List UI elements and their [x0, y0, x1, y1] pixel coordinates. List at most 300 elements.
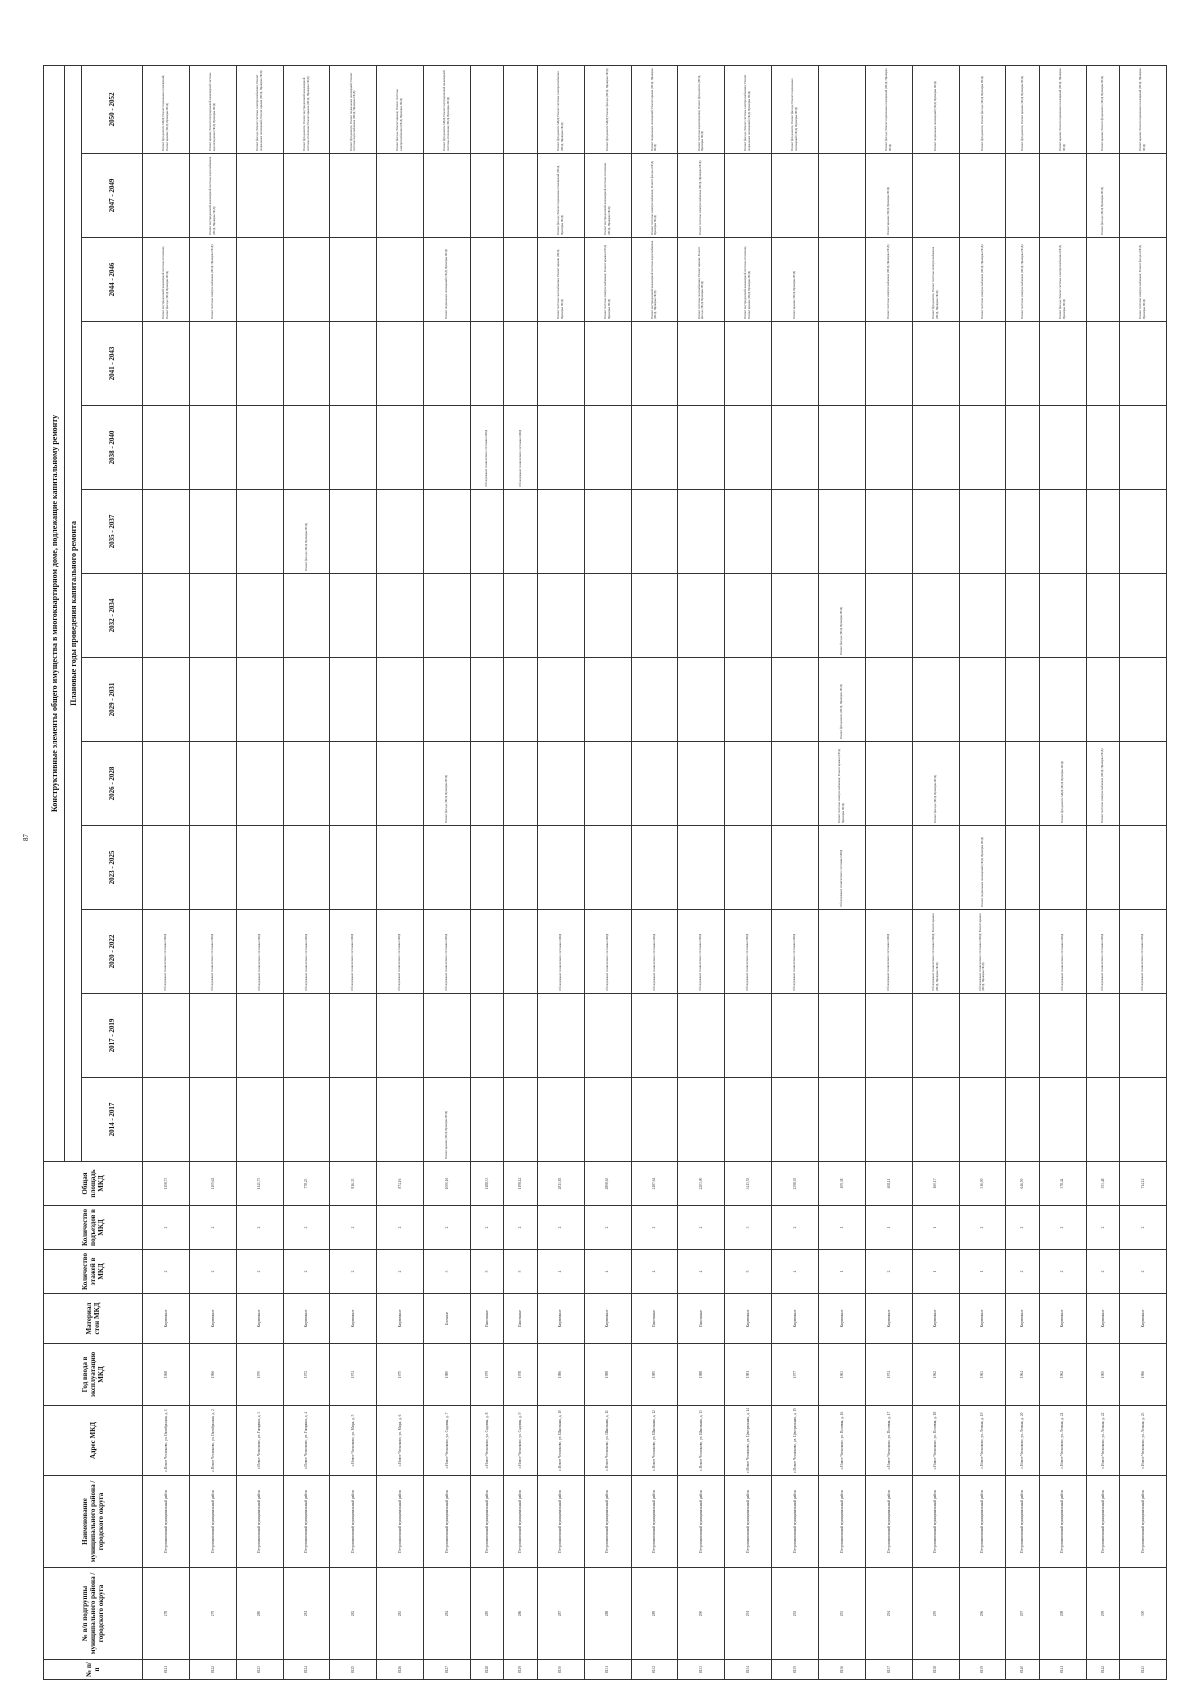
work-cell	[678, 490, 725, 574]
work-cell	[678, 1078, 725, 1162]
work-cell	[1086, 1078, 1119, 1162]
table-row	[537, 65, 584, 1679]
district-name: Петропавловский муниципальный район	[1120, 1476, 1167, 1568]
district-name: Петропавловский муниципальный район	[504, 1476, 537, 1568]
work-cell: Обследование технического состояния МКД	[678, 910, 725, 994]
work-cell	[189, 322, 236, 406]
table-row	[283, 65, 330, 1679]
work-cell	[631, 1078, 678, 1162]
work-cell	[424, 322, 471, 406]
work-cell: Ремонт подвальных помещений (ПСД, Проверка ПСД)	[912, 65, 959, 153]
work-cell	[283, 574, 330, 658]
build-year: 1962	[912, 1344, 959, 1406]
address: с.Новое Чесноково, ул. Школьная, д. 13	[678, 1406, 725, 1476]
work-cell	[424, 574, 471, 658]
work-cell: Ремонт системы электроснабжения; Ремонт фасада (ПСД, Проверка ПСД)	[1120, 238, 1167, 322]
work-cell	[143, 742, 190, 826]
build-year: 1977	[772, 1344, 819, 1406]
address: с.Новое Чесноково, ул. Центральная, д. 14	[725, 1406, 772, 1476]
work-cell	[912, 154, 959, 238]
col-header-5: Материал стен МКД	[44, 1294, 143, 1344]
floors-count: 2	[283, 1250, 330, 1294]
work-cell	[471, 658, 504, 742]
wall-material: Кирпичные	[818, 1294, 865, 1344]
district-name: Петропавловский муниципальный район	[912, 1476, 959, 1568]
work-cell	[236, 490, 283, 574]
work-cell	[818, 490, 865, 574]
address: с.Новое Чесноково, ул. Мира, д. 5	[330, 1406, 377, 1476]
work-cell	[471, 742, 504, 826]
work-cell	[772, 826, 819, 910]
work-cell	[1120, 742, 1167, 826]
work-cell	[772, 574, 819, 658]
address: с.Новое Чесноково, ул. Гагарина, д. 3	[236, 1406, 283, 1476]
col-header-6: Количество этажей в МКД	[44, 1250, 143, 1294]
total-area: 1141,73	[236, 1162, 283, 1206]
entrances-count: 2	[504, 1206, 537, 1250]
work-cell	[818, 322, 865, 406]
work-cell	[1006, 742, 1039, 826]
work-cell	[772, 658, 819, 742]
work-cell	[143, 322, 190, 406]
work-cell	[330, 1078, 377, 1162]
wall-material: Кирпичные	[143, 1294, 190, 1344]
work-cell	[236, 658, 283, 742]
sub-number: 279	[189, 1568, 236, 1660]
work-cell	[772, 154, 819, 238]
work-cell: Ремонт системы электроснабжения (ПСД, Проверка ПСД)	[865, 238, 912, 322]
wall-material: Кирпичные	[283, 1294, 330, 1344]
entrances-count: 2	[772, 1206, 819, 1250]
table-row	[377, 65, 424, 1679]
total-area: 1198,42	[504, 1162, 537, 1206]
work-cell	[504, 658, 537, 742]
floors-count: 4	[584, 1250, 631, 1294]
work-cell	[584, 826, 631, 910]
table-row	[631, 65, 678, 1679]
work-cell	[330, 826, 377, 910]
work-cell	[283, 322, 330, 406]
work-cell	[725, 826, 772, 910]
work-cell	[236, 238, 283, 322]
work-cell	[236, 994, 283, 1078]
work-cell	[504, 826, 537, 910]
work-cell	[236, 154, 283, 238]
work-cell	[1120, 658, 1167, 742]
work-cell	[631, 826, 678, 910]
work-cell: Обследование технического состояния МКД	[1086, 910, 1119, 994]
year-header: 2035 - 2037	[82, 490, 143, 574]
work-cell	[537, 322, 584, 406]
sub-number: 284	[424, 1568, 471, 1660]
work-cell	[189, 994, 236, 1078]
work-cell: Ремонт подвальных помещений (ПСД, Проверка ПСД)	[424, 238, 471, 322]
year-header: 2014 - 2017	[82, 1078, 143, 1162]
total-area: 714,12	[1120, 1162, 1167, 1206]
total-area: 1158,73	[143, 1162, 190, 1206]
work-cell	[471, 826, 504, 910]
wall-material: Кирпичные	[725, 1294, 772, 1344]
work-cell	[725, 658, 772, 742]
floors-count: 5	[725, 1250, 772, 1294]
work-cell	[772, 742, 819, 826]
work-cell	[189, 406, 236, 490]
year-header: 2029 - 2031	[82, 658, 143, 742]
address: с.Новое Чесноково, ул. Центральная, д. 15	[772, 1406, 819, 1476]
row-number: 8130	[537, 1660, 584, 1680]
entrances-count: 1	[818, 1206, 865, 1250]
year-header: 2050 - 2052	[82, 65, 143, 153]
entrances-count: 2	[1006, 1206, 1039, 1250]
sub-number: 282	[330, 1568, 377, 1660]
work-cell	[377, 154, 424, 238]
district-name: Петропавловский муниципальный район	[283, 1476, 330, 1568]
build-year: 1968	[143, 1344, 190, 1406]
year-header: 2047 - 2049	[82, 154, 143, 238]
district-name: Петропавловский муниципальный район	[424, 1476, 471, 1568]
work-cell: Ремонт фасада (ПСД, Проверка ПСД)	[283, 490, 330, 574]
work-cell	[283, 1078, 330, 1162]
total-area: 874,16	[377, 1162, 424, 1206]
work-cell: Обследование технического состояния МКД	[504, 406, 537, 490]
wall-material: Кирпичные	[865, 1294, 912, 1344]
work-cell	[504, 994, 537, 1078]
wall-material: Кирпичные	[189, 1294, 236, 1344]
row-number: 8131	[584, 1660, 631, 1680]
work-cell: Ремонт фундамента МКД (ПСД, Проверка ПСД)	[1039, 742, 1086, 826]
work-cell	[1120, 994, 1167, 1078]
work-cell: Обследование технического состояния МКД	[584, 910, 631, 994]
work-cell	[143, 658, 190, 742]
work-cell	[959, 742, 1006, 826]
year-header: 2038 - 2040	[82, 406, 143, 490]
work-cell	[504, 910, 537, 994]
table-row	[1006, 65, 1039, 1679]
work-cell	[189, 658, 236, 742]
work-cell: Обследование технического состояния МКД	[1120, 910, 1167, 994]
address: с.Новое Чесноково, ул. Октябрьская, д. 1	[143, 1406, 190, 1476]
work-cell	[537, 574, 584, 658]
work-cell	[236, 1078, 283, 1162]
col-header-4: Год ввода в эксплуатацию МКД	[44, 1344, 143, 1406]
work-cell	[584, 742, 631, 826]
work-cell	[143, 406, 190, 490]
total-area: 1105,62	[189, 1162, 236, 1206]
work-cell	[143, 826, 190, 910]
floors-count: 2	[377, 1250, 424, 1294]
work-cell	[678, 994, 725, 1078]
work-cell: Ремонт системы газоснабжения; Ремонт крыши (ПСД, Проверка ПСД)	[537, 238, 584, 322]
work-cell	[725, 994, 772, 1078]
work-cell: Обследование технического состояния МКД	[1039, 910, 1086, 994]
work-cell	[504, 238, 537, 322]
total-area: 646,50	[1006, 1162, 1039, 1206]
work-cell: Ремонт внутридомовой инженерной системы водоснабжения (ПСД, Проверка ПСД)	[631, 238, 678, 322]
sub-number: 283	[377, 1568, 424, 1660]
district-name: Петропавловский муниципальный район	[678, 1476, 725, 1568]
wall-material: Кирпичные	[959, 1294, 1006, 1344]
row-number: 8121	[143, 1660, 190, 1680]
entrances-count: 2	[330, 1206, 377, 1250]
work-cell	[1006, 994, 1039, 1078]
work-cell	[1039, 406, 1086, 490]
work-cell: Ремонт крыши; Ремонт подвальных помещений (ПСД, Проверка ПСД)	[1120, 65, 1167, 153]
work-cell	[865, 658, 912, 742]
work-cell	[678, 406, 725, 490]
address: с.Новое Чесноково, ул. Лесная, д. 19	[959, 1406, 1006, 1476]
work-cell	[283, 742, 330, 826]
sub-number: 294	[865, 1568, 912, 1660]
row-number: 8141	[1039, 1660, 1086, 1680]
work-cell	[1086, 406, 1119, 490]
work-cell	[1006, 490, 1039, 574]
work-cell: Ремонт фундамента МКД; Ремонт внутридомовой инженерной системы отопления (ПСД, Проверка ПСД)	[424, 65, 471, 153]
district-name: Петропавловский муниципальный район	[818, 1476, 865, 1568]
row-number: 8126	[377, 1660, 424, 1680]
work-cell	[772, 994, 819, 1078]
work-cell	[283, 154, 330, 238]
district-name: Петропавловский муниципальный район	[584, 1476, 631, 1568]
work-cell	[725, 574, 772, 658]
page-number: 87	[22, 834, 30, 841]
col-header-1: № в/п подгруппы муниципального района / городского округа	[44, 1568, 143, 1660]
work-cell: Обследование технического состояния МКД	[772, 910, 819, 994]
floors-count: 2	[1120, 1250, 1167, 1294]
work-cell: Обследование технического состояния МКД	[725, 910, 772, 994]
work-cell	[377, 1078, 424, 1162]
work-cell: Ремонт системы электроснабжения (ПСД, Проверка ПСД)	[678, 154, 725, 238]
work-cell: Ремонт фасада; Ремонт системы электроснабжения (ПСД, Проверка ПСД)	[1039, 238, 1086, 322]
table-row	[818, 65, 865, 1679]
district-name: Петропавловский муниципальный район	[1006, 1476, 1039, 1568]
work-cell	[1039, 322, 1086, 406]
floors-count: 2	[236, 1250, 283, 1294]
work-cell: Ремонт системы электроснабжения; Ремонт фасада (ПСД, Проверка ПСД)	[631, 154, 678, 238]
table-row	[912, 65, 959, 1679]
total-area: 160,17	[912, 1162, 959, 1206]
work-cell: Обследование технического состояния МКД	[818, 826, 865, 910]
row-number: 8129	[504, 1660, 537, 1680]
build-year: 1974	[330, 1344, 377, 1406]
work-cell	[143, 490, 190, 574]
work-cell	[1120, 574, 1167, 658]
work-cell: Ремонт системы электроснабжения (ПСД, Проверка ПСД)	[189, 238, 236, 322]
entrances-count: 2	[678, 1206, 725, 1250]
work-cell	[772, 1078, 819, 1162]
work-cell	[330, 658, 377, 742]
work-cell	[678, 826, 725, 910]
work-cell: Ремонт фасада; Ремонт системы электроснабжения; Ремонт подвальных помещений (ПСД, Проверка ПСД)	[725, 65, 772, 153]
row-number: 8136	[818, 1660, 865, 1680]
address: с.Новое Чесноково, ул. Садовая, д. 8	[471, 1406, 504, 1476]
build-year: 1980	[424, 1344, 471, 1406]
work-cell	[424, 490, 471, 574]
work-cell	[912, 994, 959, 1078]
work-cell	[678, 322, 725, 406]
table-row	[584, 65, 631, 1679]
work-cell	[865, 994, 912, 1078]
entrances-count: 2	[236, 1206, 283, 1250]
floors-count: 2	[189, 1250, 236, 1294]
work-cell	[959, 322, 1006, 406]
table-row	[1086, 65, 1119, 1679]
entrances-count: 2	[424, 1206, 471, 1250]
work-cell	[725, 322, 772, 406]
work-cell	[631, 490, 678, 574]
total-area: 1188,33	[471, 1162, 504, 1206]
wall-material: Блочные	[424, 1294, 471, 1344]
work-cell	[189, 574, 236, 658]
floors-count: 5	[471, 1250, 504, 1294]
floors-count: 2	[143, 1250, 190, 1294]
address: с.Новое Чесноково, ул. Школьная, д. 11	[584, 1406, 631, 1476]
work-cell	[537, 994, 584, 1078]
floors-count: 2	[330, 1250, 377, 1294]
row-number: 8133	[678, 1660, 725, 1680]
col-header-3: Адрес МКД	[44, 1406, 143, 1476]
wall-material: Панельные	[678, 1294, 725, 1344]
work-cell	[330, 490, 377, 574]
floors-count: 3	[424, 1250, 471, 1294]
row-number: 8123	[236, 1660, 283, 1680]
work-cell	[143, 574, 190, 658]
build-year: 1978	[504, 1344, 537, 1406]
work-cell	[471, 65, 504, 153]
capital-repair-table	[43, 65, 1167, 1680]
work-cell	[959, 154, 1006, 238]
table-row	[504, 65, 537, 1679]
work-cell	[772, 490, 819, 574]
total-area: 2813,83	[537, 1162, 584, 1206]
floors-count: 5	[504, 1250, 537, 1294]
work-cell	[584, 1078, 631, 1162]
work-cell: Ремонт системы электроснабжения (ПСД, Проверка ПСД)	[959, 238, 1006, 322]
work-cell	[537, 742, 584, 826]
work-cell	[236, 826, 283, 910]
work-cell	[1086, 658, 1119, 742]
work-cell: Ремонт фасада (ПСД, Проверка ПСД)	[912, 742, 959, 826]
work-cell: Обследование технического состояния МКД	[471, 406, 504, 490]
work-cell: Ремонт подвальных помещений (ПСД, Проверка ПСД)	[959, 826, 1006, 910]
entrances-count: 3	[725, 1206, 772, 1250]
build-year: 1963	[959, 1344, 1006, 1406]
entrances-count: 2	[959, 1206, 1006, 1250]
total-area: 109,38	[818, 1162, 865, 1206]
work-cell	[330, 994, 377, 1078]
work-cell: Ремонт фундамента МКД; Ремонт фасада (ПСД, Проверка ПСД)	[584, 65, 631, 153]
floors-count: 2	[1086, 1250, 1119, 1294]
work-cell	[1006, 826, 1039, 910]
work-cell	[377, 658, 424, 742]
row-number: 8135	[772, 1660, 819, 1680]
row-number: 8122	[189, 1660, 236, 1680]
work-cell: Ремонт фасада (ПСД, Проверка ПСД)	[424, 742, 471, 826]
work-cell	[1006, 154, 1039, 238]
work-cell: Ремонт крыши; Ремонт фундамента (ПСД, Проверка ПСД)	[1086, 65, 1119, 153]
work-cell	[504, 490, 537, 574]
wall-material: Панельные	[471, 1294, 504, 1344]
work-cell	[330, 742, 377, 826]
build-year: 1972	[283, 1344, 330, 1406]
work-cell	[377, 574, 424, 658]
sub-number: 290	[678, 1568, 725, 1660]
table-row	[471, 65, 504, 1679]
entrances-count: 1	[865, 1206, 912, 1250]
work-cell	[725, 1078, 772, 1162]
sub-number: 280	[236, 1568, 283, 1660]
work-cell	[631, 322, 678, 406]
work-cell	[377, 490, 424, 574]
work-cell	[959, 406, 1006, 490]
work-cell	[584, 322, 631, 406]
sub-number: 281	[283, 1568, 330, 1660]
sub-number: 292	[772, 1568, 819, 1660]
row-number: 8142	[1086, 1660, 1119, 1680]
work-cell: Ремонт системы электроснабжения (ПСД, Проверка ПСД)	[1006, 238, 1039, 322]
work-cell	[1086, 574, 1119, 658]
entrances-count: 2	[189, 1206, 236, 1250]
build-year: 1986	[537, 1344, 584, 1406]
wall-material: Кирпичные	[1006, 1294, 1039, 1344]
work-cell: Ремонт фундамента МКД; Ремонт подвальных помещений; Ремонт крыши (ПСД, Проверка ПСД)	[143, 65, 190, 153]
table-row	[959, 65, 1006, 1679]
table-subtitle: Плановые годы проведения капитального ремонта	[65, 65, 82, 1161]
work-cell: Ремонт системы водоотведения; Ремонт фундамента (ПСД, Проверка ПСД)	[678, 65, 725, 153]
work-cell	[818, 994, 865, 1078]
work-cell	[424, 994, 471, 1078]
wall-material: Кирпичные	[537, 1294, 584, 1344]
work-cell	[283, 994, 330, 1078]
work-cell: Ремонт внутридомовой инженерной системы отопления (ПСД, Проверка ПСД)	[584, 154, 631, 238]
work-cell	[471, 322, 504, 406]
district-name: Петропавловский муниципальный район	[377, 1476, 424, 1568]
work-cell	[330, 322, 377, 406]
total-area: 316,00	[959, 1162, 1006, 1206]
work-cell	[504, 65, 537, 153]
entrances-count: 2	[283, 1206, 330, 1250]
sub-number: 289	[631, 1568, 678, 1660]
work-cell	[189, 1078, 236, 1162]
row-number: 8124	[283, 1660, 330, 1680]
sub-number: 298	[1039, 1568, 1086, 1660]
row-number: 8139	[959, 1660, 1006, 1680]
work-cell	[1086, 994, 1119, 1078]
work-cell	[725, 742, 772, 826]
row-number: 8132	[631, 1660, 678, 1680]
work-cell	[1120, 826, 1167, 910]
total-area: 1000,16	[424, 1162, 471, 1206]
work-cell: Ремонт фундамента (ПСД, Проверка ПСД)	[818, 658, 865, 742]
work-cell	[424, 406, 471, 490]
work-cell	[377, 742, 424, 826]
work-cell: Обследование технического состояния МКД	[424, 910, 471, 994]
work-cell	[818, 154, 865, 238]
work-cell	[865, 574, 912, 658]
sub-number: 288	[584, 1568, 631, 1660]
entrances-count: 2	[471, 1206, 504, 1250]
work-cell	[584, 658, 631, 742]
work-cell: Ремонт системы электроснабжения; Ремонт крыши (ПСД, Проверка ПСД)	[584, 238, 631, 322]
work-cell	[678, 742, 725, 826]
entrances-count: 2	[1086, 1206, 1119, 1250]
work-cell: Ремонт системы электроснабжения; Ремонт крыши (ПСД, Проверка ПСД)	[818, 742, 865, 826]
work-cell: Ремонт крыши (ПСД, Проверка ПСД)	[424, 1078, 471, 1162]
work-cell	[818, 406, 865, 490]
work-cell	[537, 658, 584, 742]
wall-material: Кирпичные	[1039, 1294, 1086, 1344]
work-cell	[424, 658, 471, 742]
work-cell: Ремонт крыши; Ремонт подвальных помещений (ПСД, Проверка ПСД)	[1039, 65, 1086, 153]
